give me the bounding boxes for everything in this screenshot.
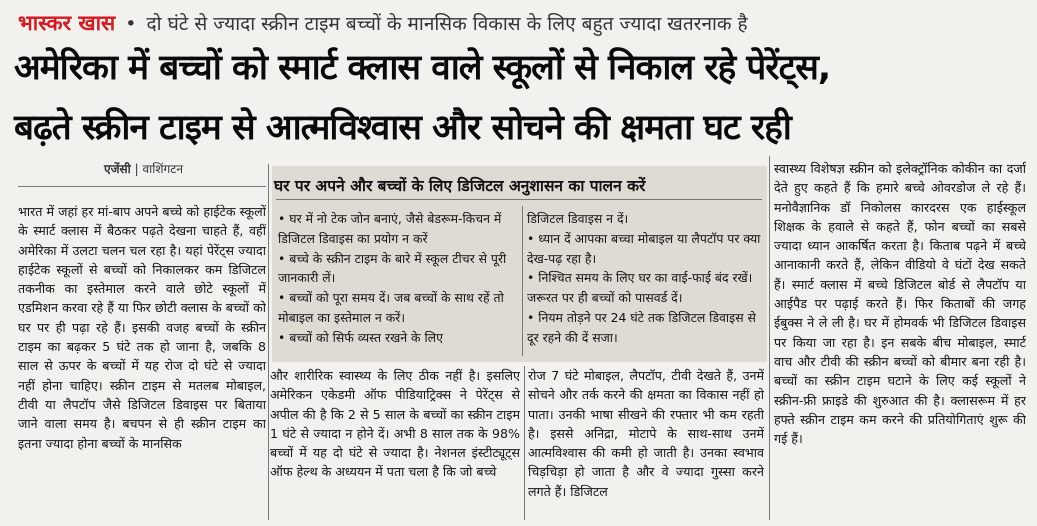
column-1-text: भारत में जहां हर मां-बाप अपने बच्चे को हाईटेक स्कूलों के स्मार्ट क्लास में बैठकर पढ़ते देखना चाहते हैं, वहीं अमेरिका में उलटा चलन चल रहा है। यहां पेरेंट्स ज्यादा हाईटेक स्कूलों से बच्चों को निकालकर कम डिजिटल तकनीक का इस्तेमाल करने वाले छोटे स्कूलों में एडमिशन करवा रहे हैं या फिर छोटी क्लास के बच्चों को घर पर ही पढ़ा रहे हैं। इसकी वजह बच्चों के स्क्रीन टाइम का बढ़कर 5 घंटे तक हो जाना है, जबकि 8 साल से ऊपर के बच्चों में यह रोज दो घंटे से ज्यादा नहीं होना चाहिए। स्क्रीन टाइम से मतलब मोबाइल, टीवी या लैपटॉप जैसे डिजिटल डिवाइस पर बिताया जाने वाला समय है। बचपन से ही स्क्रीन टाइम का इतना ज्यादा होना बच्चों के मानसिक bbox=[18, 204, 266, 451]
tip-item: • ध्यान दें आपका बच्चा मोबाइल या लैपटॉप पर क्या देख-पढ़ रहा है। bbox=[527, 230, 761, 266]
byline-place: वाशिंगटन bbox=[142, 162, 183, 176]
article-column-3 bbox=[528, 366, 764, 516]
tips-left-list bbox=[278, 209, 518, 359]
tip-item: • निश्चित समय के लिए घर का वाई-फाई बंद रखें। जरूरत पर ही बच्चों को पासवर्ड दें। bbox=[527, 270, 753, 306]
column-divider-1 bbox=[268, 164, 269, 520]
column-3-text: रोज 7 घंटे मोबाइल, लैपटॉप, टीवी देखते हैं, उनमें सोचने और तर्क करने की क्षमता का विकास नहीं हो पाता। उनकी भाषा सीखने की रफ्तार भी कम रहती है। इससे अनिद्रा, मोटापे के साथ-साथ उनमें आत्मविश्वास की कमी हो जाती है। उनका स्वभाव चिड़चिड़ा हो जाता है और वे ज्यादा गुस्सा करने लगते हैं। डिजिटल bbox=[528, 368, 764, 499]
kicker-text: दो घंटे से ज्यादा स्क्रीन टाइम बच्चों के मानसिक विकास के लिए बहुत ज्यादा खतरनाक है bbox=[146, 13, 748, 35]
kicker-line bbox=[18, 8, 1028, 38]
column-divider-3 bbox=[769, 156, 770, 520]
tip-item: डिजिटल डिवाइस न दें। bbox=[527, 211, 629, 226]
tips-right-list bbox=[527, 209, 767, 359]
byline-separator: | bbox=[134, 162, 139, 176]
column-2-text: और शारीरिक स्वास्थ्य के लिए ठीक नहीं है। इसलिए अमेरिकन एकेडमी ऑफ पीडियाट्रिक्स ने पेरेंट्स से अपील की है कि 2 से 5 साल के बच्चों का स्क्रीन टाइम 1 घंटे से ज्यादा न होने दें। अभी 8 साल तक के 98% बच्चों में यह दो घंटे से ज्यादा है। नेशनल इंस्टीट्यूट्स ऑफ हेल्थ के अध्ययन में पता चला है कि जो बच्चे bbox=[270, 368, 520, 480]
headline-line-1: अमेरिका में बच्चों को स्मार्ट क्लास वाले स्कूलों से निकाल रहे पेरेंट्स, bbox=[14, 48, 831, 88]
tips-box-rule bbox=[276, 199, 762, 200]
tip-item: • बच्चों को सिर्फ व्यस्त रखने के लिए bbox=[278, 329, 443, 345]
article-column-2 bbox=[270, 366, 520, 516]
byline-divider bbox=[18, 186, 266, 187]
column-divider-2 bbox=[524, 366, 525, 520]
section-brand: भास्कर खास bbox=[18, 11, 116, 35]
kicker-bullet: • bbox=[125, 13, 137, 35]
tips-box-divider bbox=[522, 206, 523, 356]
tip-item: • घर में नो टेक जोन बनाएं, जैसे बेडरूम-किचन में डिजिटल डिवाइस का प्रयोग न करें bbox=[278, 211, 502, 246]
tip-item: • बच्चे के स्क्रीन टाइम के बारे में स्कूल टीचर से पूरी जानकारी लें। bbox=[278, 250, 507, 286]
tip-item: • बच्चों को पूरा समय दें। जब बच्चों के साथ रहें तो मोबाइल का इस्तेमाल न करें। bbox=[278, 290, 504, 325]
tip-item: • नियम तोड़ने पर 24 घंटे तक डिजिटल डिवाइस से दूर रहने की दें सजा। bbox=[527, 309, 756, 345]
tips-box-title: घर पर अपने और बच्चों के लिए डिजिटल अनुशासन का पालन करें bbox=[274, 177, 646, 195]
headline-line-2: बढ़ते स्क्रीन टाइम से आत्मविश्वास और सोचने की क्षमता घट रही bbox=[14, 108, 791, 148]
article-column-4 bbox=[774, 159, 1026, 514]
byline-agency: एजेंसी bbox=[104, 162, 131, 176]
column-4-text: स्वास्थ्य विशेषज्ञ स्क्रीन को इलेक्ट्रॉनिक कोकीन का दर्जा देते हुए कहते हैं कि हमारे बच्चे ओवरडोज ले रहे हैं। मनोवैज्ञानिक डॉ निकोलस कारदरस एक हाईस्कूल शिक्षक के हवाले से कहते हैं, फोन बच्चों का सबसे ज्यादा ध्यान आकर्षित करता है। किताब पढ़ने में बच्चे आनाकानी करते हैं, लेकिन वीडियो वे घंटों देख सकते हैं। स्मार्ट क्लास में बच्चे डिजिटल बोर्ड से लैपटॉप या आईपैड पर पढ़ाई करते हैं। फिर किताबों की जगह ईबुक्स ने ले ली है। घर में होमवर्क भी डिजिटल डिवाइस पर किया जा रहा है। इन सबके बीच मोबाइल, स्मार्ट वाच और टीवी की स्क्रीन बच्चों को बीमार बना रही है। बच्चों का स्क्रीन टाइम घटाने के लिए कई स्कूलों ने स्क्रीन-फ्री फ्राइडे की शुरुआत की है। क्लासरूम में हर हफ्ते स्क्रीन टाइम कम करने की प्रतियोगिताएं शुरू की गई हैं। bbox=[774, 161, 1026, 447]
article-column-1 bbox=[18, 202, 266, 512]
byline bbox=[104, 160, 183, 177]
